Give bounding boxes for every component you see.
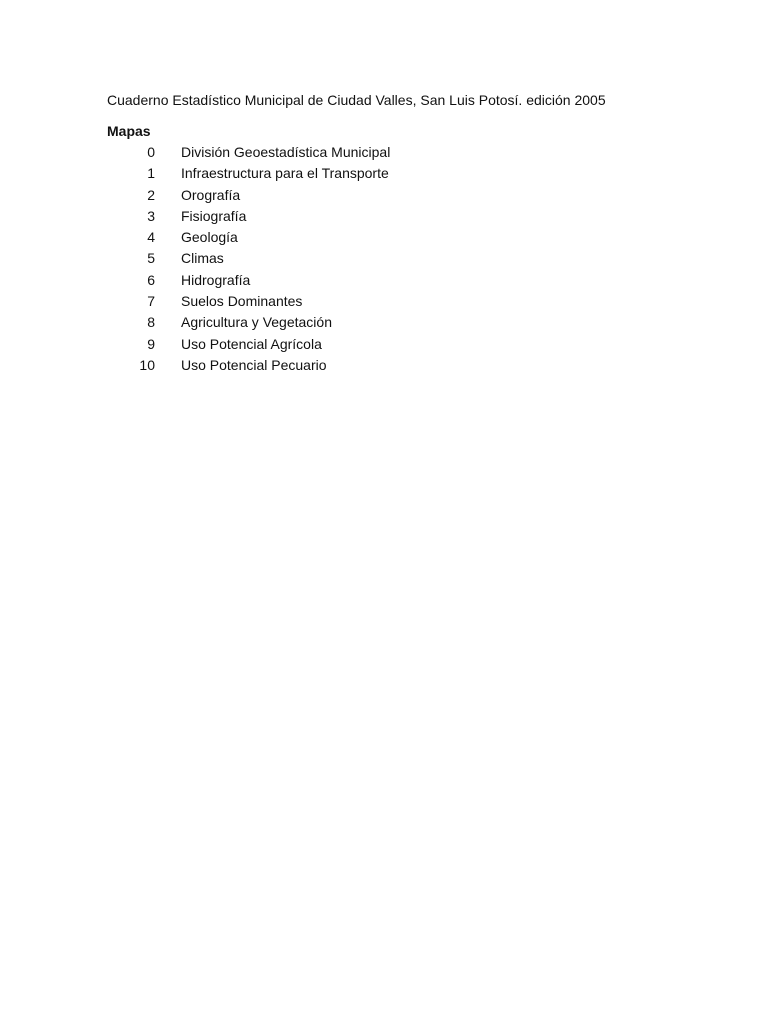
map-name: Climas [181,250,224,267]
map-number: 5 [147,250,155,267]
map-number: 4 [147,229,155,246]
map-name: División Geoestadística Municipal [181,144,391,160]
map-number: 6 [147,271,155,288]
map-name: Geología [181,229,238,246]
map-number: 3 [147,207,155,224]
map-number: 9 [147,335,155,352]
map-number: 8 [147,314,155,331]
map-name: Suelos Dominantes [181,293,303,310]
map-name: Uso Potencial Pecuario [181,356,327,373]
map-number: 10 [139,356,155,373]
map-name: Infraestructura para el Transporte [181,165,389,182]
map-number: 1 [147,165,155,182]
map-name: Agricultura y Vegetación [181,314,332,331]
section-heading-mapas: Mapas [107,123,151,139]
map-number: 7 [147,293,155,310]
map-name: Hidrografía [181,271,251,288]
map-name: Uso Potencial Agrícola [181,335,322,352]
document-title: Cuaderno Estadístico Municipal de Ciudad Valles, San Luis Potosí. edición 2005 [107,92,606,108]
map-name: Orografía [181,186,241,203]
map-name: Fisiografía [181,207,247,224]
map-number: 2 [147,186,155,203]
map-number: 0 [147,144,155,160]
